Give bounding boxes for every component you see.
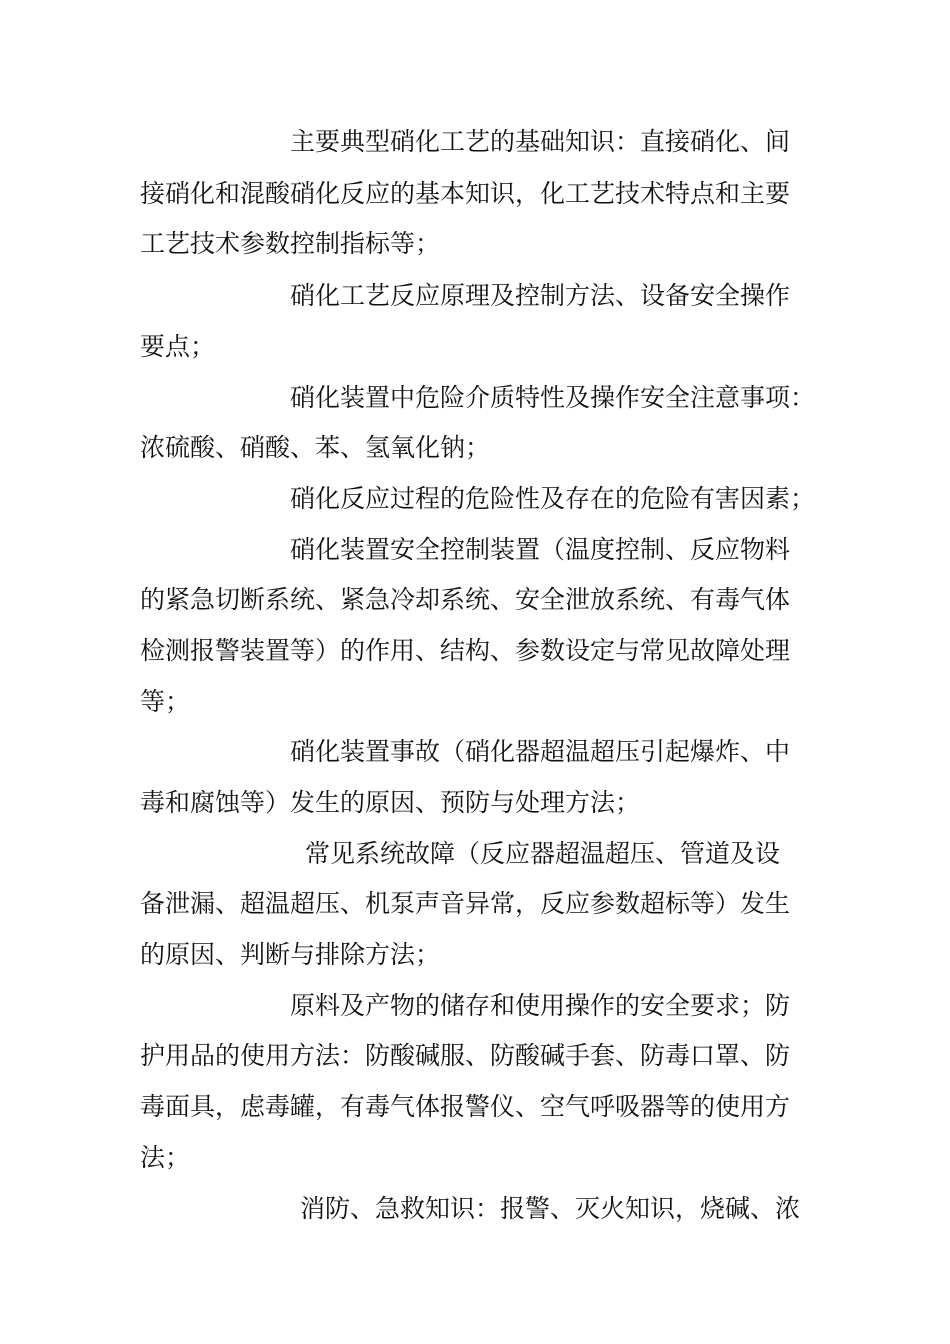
paragraph-5-line-4: 等； (140, 687, 191, 716)
paragraph-3-line-2: 浓硫酸、硝酸、苯、氢氧化钠； (140, 433, 491, 462)
paragraph-9-line-1: 消防、急救知识：报警、灭火知识，烧碱、浓 (300, 1194, 801, 1223)
paragraph-1-line-1: 主要典型硝化工艺的基础知识：直接硝化、间 (290, 127, 791, 156)
paragraph-1-line-2: 接硝化和混酸硝化反应的基本知识，化工艺技术特点和主要 (140, 179, 791, 208)
paragraph-8-line-2: 护用品的使用方法：防酸碱服、防酸碱手套、防毒口罩、防 (140, 1041, 791, 1070)
paragraph-8-line-4: 法； (140, 1143, 191, 1172)
paragraph-6-line-1: 硝化装置事故（硝化器超温超压引起爆炸、中 (290, 737, 791, 766)
paragraph-5-line-2: 的紧急切断系统、紧急冷却系统、安全泄放系统、有毒气体 (140, 585, 791, 614)
paragraph-2-line-2: 要点； (140, 332, 216, 361)
paragraph-4-line-1: 硝化反应过程的危险性及存在的危险有害因素； (290, 484, 816, 513)
paragraph-7-line-1: 常见系统故障（反应器超温超压、管道及设 (305, 839, 781, 868)
paragraph-5-line-1: 硝化装置安全控制装置（温度控制、反应物料 (290, 535, 791, 564)
paragraph-7-line-3: 的原因、判断与排除方法； (140, 940, 441, 969)
paragraph-5-line-3: 检测报警装置等）的作用、结构、参数设定与常见故障处理 (140, 636, 791, 665)
paragraph-8-line-1: 原料及产物的储存和使用操作的安全要求；防 (290, 991, 791, 1020)
paragraph-2-line-1: 硝化工艺反应原理及控制方法、设备安全操作 (290, 281, 791, 310)
paragraph-6-line-2: 毒和腐蚀等）发生的原因、预防与处理方法； (140, 788, 641, 817)
paragraph-1-line-3: 工艺技术参数控制指标等； (140, 229, 441, 258)
paragraph-7-line-2: 备泄漏、超温超压、机泵声音异常，反应参数超标等）发生 (140, 889, 791, 918)
paragraph-8-line-3: 毒面具，虑毒罐，有毒气体报警仪、空气呼吸器等的使用方 (140, 1092, 791, 1121)
paragraph-3-line-1: 硝化装置中危险介质特性及操作安全注意事项： (290, 383, 816, 412)
